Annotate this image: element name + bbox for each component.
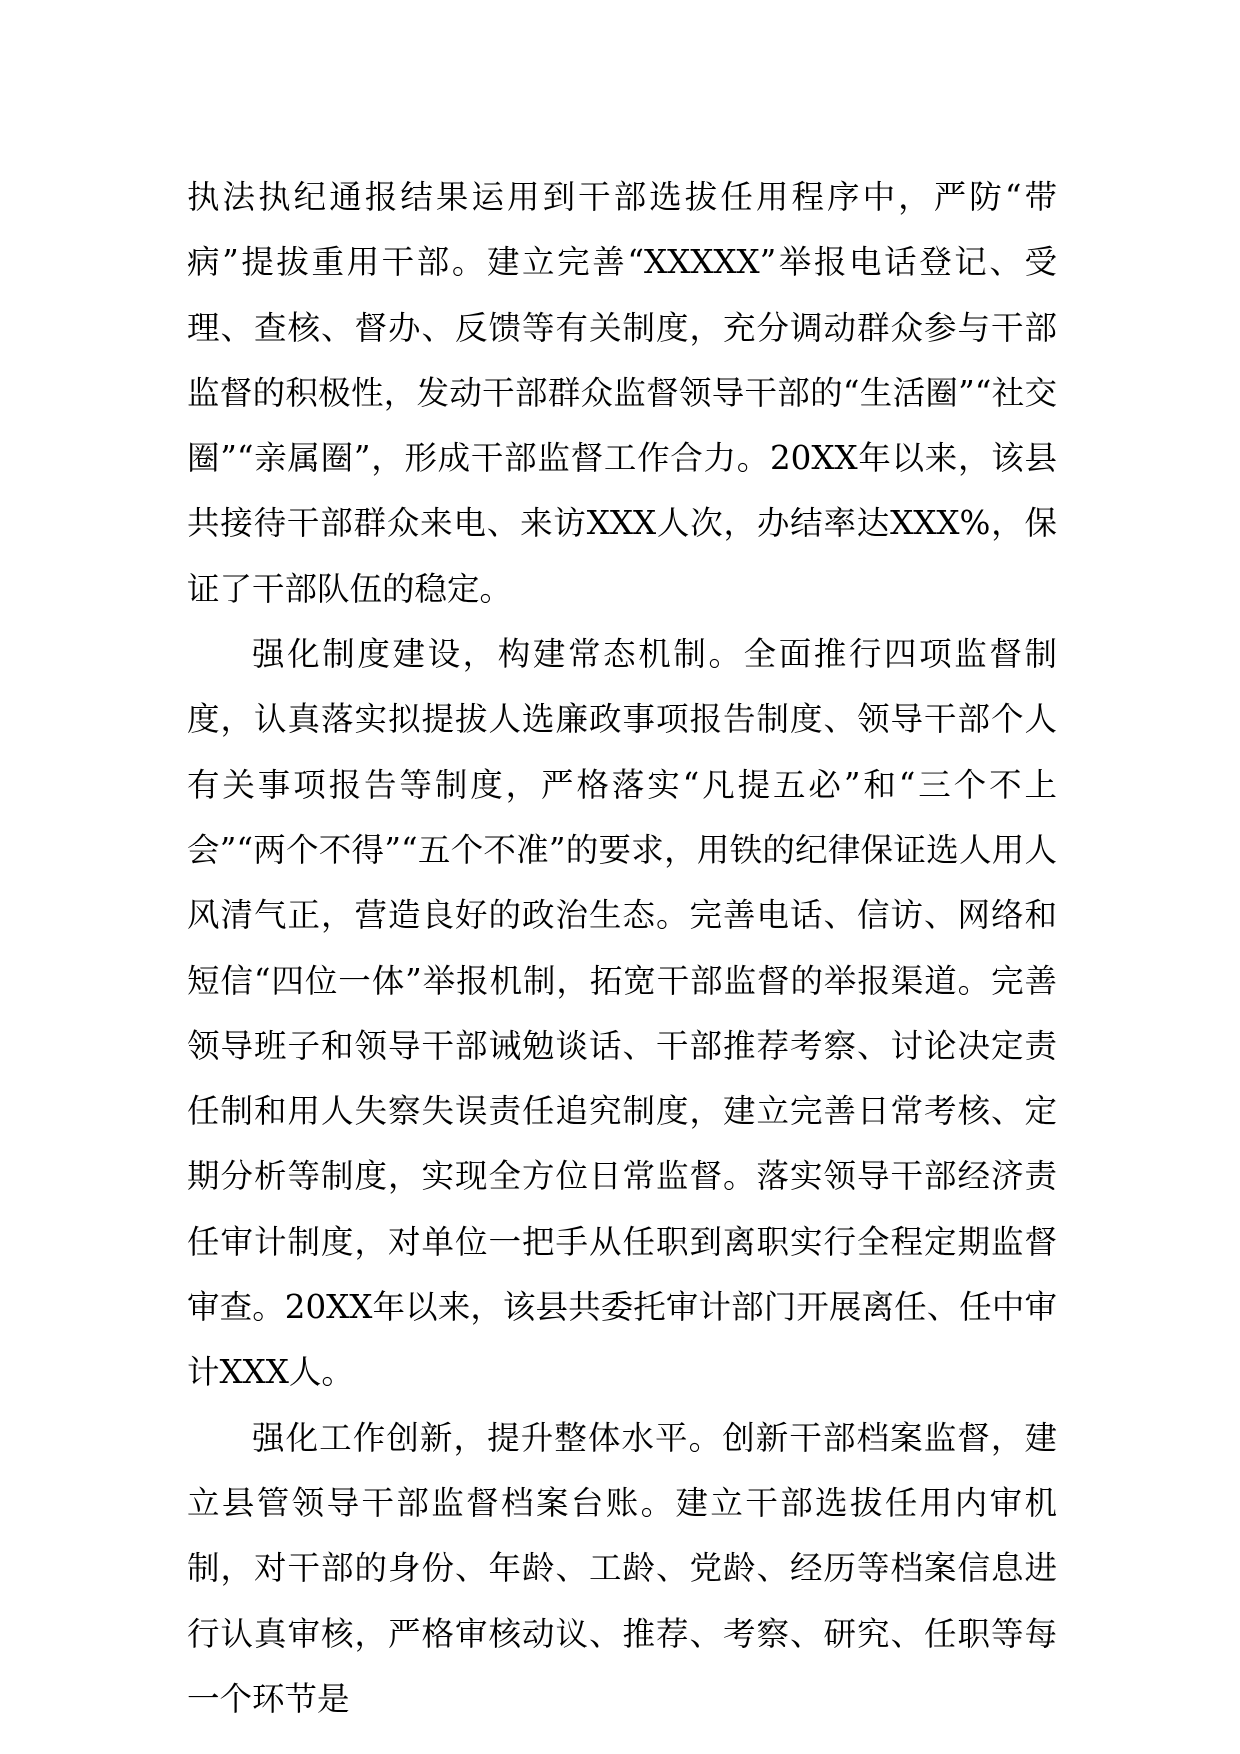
paragraph-1: 执法执纪通报结果运用到干部选拔任用程序中，严防“带病”提拔重用干部。建立完善“XXXXX”举报电话登记、受理、查核、督办、反馈等有关制度，充分调动群众参与干部监督的积极性，发动干部群众监督领导干部的“生活圈”“社交圈”“亲属圈”，形成干部监督工作合力。20XX年以来，该县共接待干部群众来电、来访XXX人次，办结率达XXX%，保证了干部队伍的稳定。 bbox=[187, 178, 1057, 608]
paragraph-3: 强化工作创新，提升整体水平。创新干部档案监督，建立县管领导干部监督档案台账。建立干部选拔任用内审机制，对干部的身份、年龄、工龄、党龄、经历等档案信息进行认真审核，严格审核动议、推荐、考察、研究、任职等每一个环节是 bbox=[187, 1418, 1057, 1718]
document-body bbox=[187, 165, 1057, 1732]
paragraph-2: 强化制度建设，构建常态机制。全面推行四项监督制度，认真落实拟提拔人选廉政事项报告制度、领导干部个人有关事项报告等制度，严格落实“凡提五必”和“三个不上会”“两个不得”“五个不准”的要求，用铁的纪律保证选人用人风清气正，营造良好的政治生态。完善电话、信访、网络和短信“四位一体”举报机制，拓宽干部监督的举报渠道。完善领导班子和领导干部诫勉谈话、干部推荐考察、讨论决定责任制和用人失察失误责任追究制度，建立完善日常考核、定期分析等制度，实现全方位日常监督。落实领导干部经济责任审计制度，对单位一把手从任职到离职实行全程定期监督审查。20XX年以来，该县共委托审计部门开展离任、任中审计XXX人。 bbox=[187, 635, 1057, 1392]
